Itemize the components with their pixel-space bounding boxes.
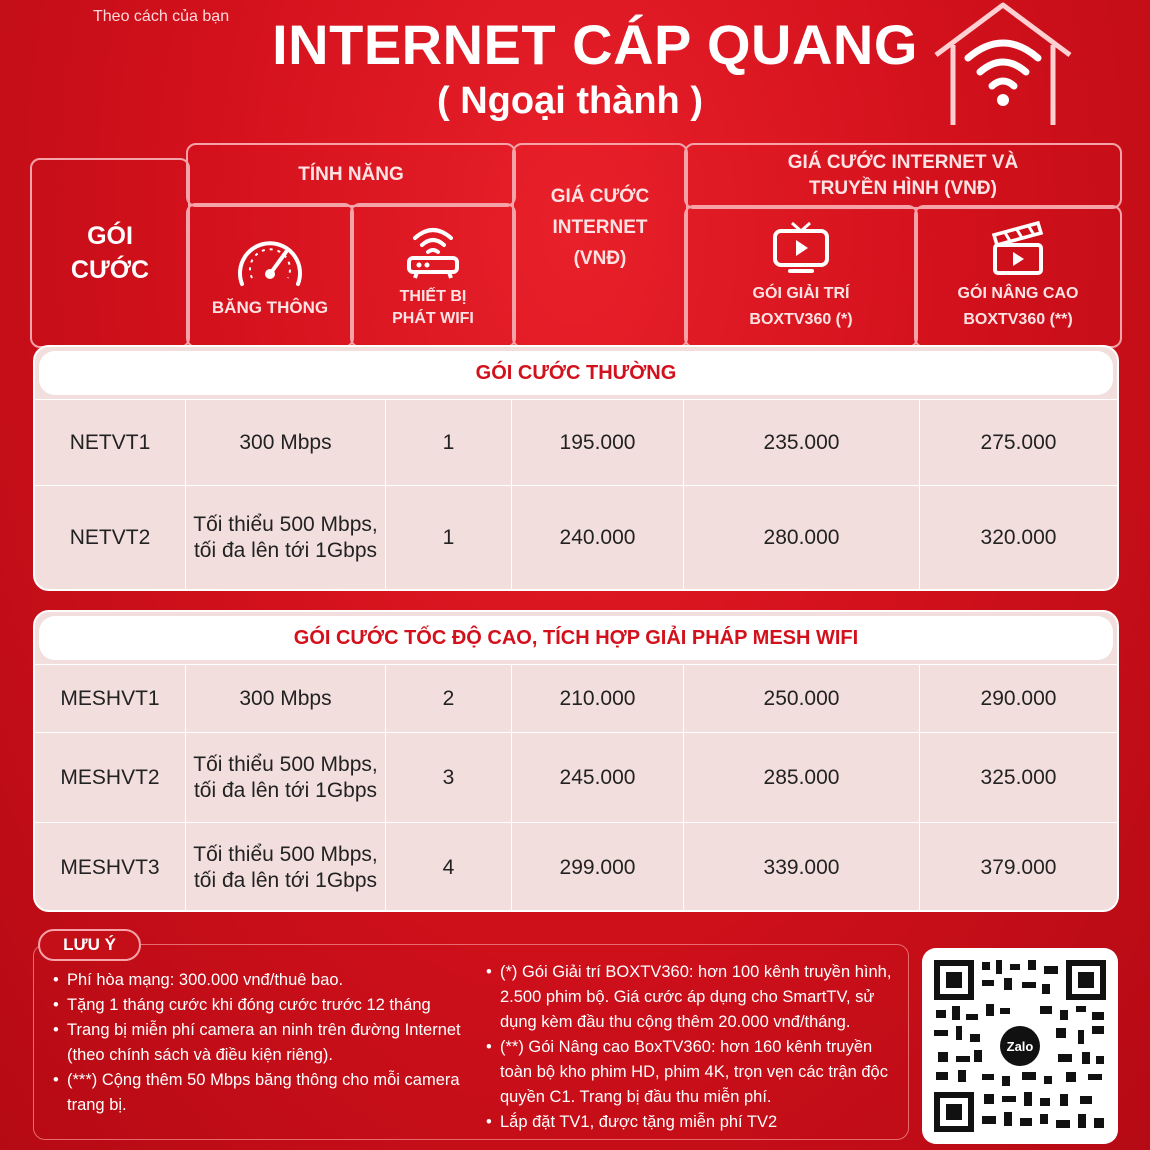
header-thiet-bi xyxy=(350,203,516,348)
brand-tagline: Theo cách của bạn xyxy=(93,8,230,25)
table-row xyxy=(35,732,1117,822)
wifi-router-icon xyxy=(403,222,463,280)
header-goi-cuoc xyxy=(30,158,190,348)
zalo-badge: Zalo xyxy=(1006,1038,1034,1054)
cell-bandwidth: Tối thiểu 500 Mbps, tối đa lên tới 1Gbps xyxy=(185,733,385,822)
cell-internet-price: 299.000 xyxy=(511,823,683,912)
clapperboard-icon xyxy=(990,221,1046,275)
group-goi-thuong xyxy=(33,345,1119,591)
header-tinh-nang xyxy=(186,143,516,207)
cell-internet-price: 210.000 xyxy=(511,665,683,732)
group-title: GÓI CƯỚC TỐC ĐỘ CAO, TÍCH HỢP GIẢI PHÁP MESH WIFI xyxy=(39,616,1113,660)
cell-giaitri-price: 339.000 xyxy=(683,823,919,912)
note-item: • Phí hòa mạng: 300.000 vnđ/thuê bao. xyxy=(53,968,473,993)
zalo-qr-code[interactable] xyxy=(922,948,1118,1144)
table-row xyxy=(35,485,1117,589)
notes-label: LƯU Ý xyxy=(38,929,141,961)
cell-internet-price: 240.000 xyxy=(511,486,683,589)
header-thiet-bi-label: THIẾT BỊ PHÁT WIFI xyxy=(392,287,474,327)
cell-nangcao-price: 320.000 xyxy=(919,486,1117,589)
cell-giaitri-price: 250.000 xyxy=(683,665,919,732)
note-item: • (*) Gói Giải trí BOXTV360: hơn 100 kênh truyền hình, 2.500 phim bộ. Giá cước áp dụng cho SmartTV, sử dụng kèm đầu thu cộng thêm 20.000 vnđ/tháng. xyxy=(486,960,906,1035)
cell-nangcao-price: 325.000 xyxy=(919,733,1117,822)
cell-package: NETVT1 xyxy=(69,430,151,454)
cell-devices: 1 xyxy=(385,486,511,589)
header-gia-internet xyxy=(512,143,688,348)
cell-devices: 1 xyxy=(385,400,511,485)
speedometer-icon xyxy=(234,234,306,292)
cell-giaitri-price: 285.000 xyxy=(683,733,919,822)
table-row xyxy=(35,664,1117,732)
header-goi-cuoc-label: GÓI CƯỚC xyxy=(70,222,150,284)
cell-devices: 4 xyxy=(385,823,511,912)
note-item: • (**) Gói Nâng cao BoxTV360: hơn 160 kênh truyền toàn bộ kho phim HD, phim 4K, trọn vẹn các trận độc quyền C1. Trang bị đầu thu miễn phí. xyxy=(486,1035,906,1110)
cell-nangcao-price: 290.000 xyxy=(919,665,1117,732)
cell-internet-price: 245.000 xyxy=(511,733,683,822)
note-item: • Trang bị miễn phí camera an ninh trên đường Internet (theo chính sách và điều kiện riêng). xyxy=(53,1018,473,1068)
cell-package: MESHVT2 xyxy=(60,765,160,789)
cell-bandwidth: Tối thiểu 500 Mbps, tối đa lên tới 1Gbps xyxy=(185,486,385,589)
note-item: • Tặng 1 tháng cước khi đóng cước trước 12 tháng xyxy=(53,993,473,1018)
table-row xyxy=(35,399,1117,485)
notes-right xyxy=(486,960,906,1135)
header-giai-tri-label: GÓI GIẢI TRÍ BOXTV360 (*) xyxy=(749,284,853,328)
note-item: • (***) Cộng thêm 50 Mbps băng thông cho mỗi camera trang bị. xyxy=(53,1068,473,1118)
cell-devices: 3 xyxy=(385,733,511,822)
header-bang-thong xyxy=(186,203,354,348)
header-nang-cao-label: GÓI NÂNG CAO BOXTV360 (**) xyxy=(957,284,1079,328)
header-gia-internet-label: GIÁ CƯỚC INTERNET (VNĐ) xyxy=(550,186,650,269)
group-title: GÓI CƯỚC THƯỜNG xyxy=(39,351,1113,395)
header-nang-cao xyxy=(914,205,1122,348)
cell-bandwidth: Tối thiểu 500 Mbps, tối đa lên tới 1Gbps xyxy=(185,823,385,912)
note-item: • Lắp đặt TV1, được tặng miễn phí TV2 xyxy=(486,1110,906,1135)
cell-bandwidth: 300 Mbps xyxy=(185,665,385,732)
cell-giaitri-price: 280.000 xyxy=(683,486,919,589)
cell-bandwidth: 300 Mbps xyxy=(185,400,385,485)
cell-nangcao-price: 275.000 xyxy=(919,400,1117,485)
cell-giaitri-price: 235.000 xyxy=(683,400,919,485)
page-subtitle: ( Ngoại thành ) xyxy=(437,80,703,122)
page-title: INTERNET CÁP QUANG xyxy=(272,13,918,76)
header-giai-tri xyxy=(684,205,918,348)
home-wifi-icon xyxy=(928,0,1078,125)
cell-package: MESHVT3 xyxy=(60,855,160,879)
table-header xyxy=(30,143,1122,348)
header-bang-thong-label: BĂNG THÔNG xyxy=(211,297,329,317)
header-gia-tv-label: GIÁ CƯỚC INTERNET VÀ TRUYỀN HÌNH (VNĐ) xyxy=(787,152,1019,199)
notes-left xyxy=(53,968,473,1118)
cell-package: MESHVT1 xyxy=(60,686,160,710)
cell-devices: 2 xyxy=(385,665,511,732)
cell-package: NETVT2 xyxy=(69,525,151,549)
group-goi-mesh xyxy=(33,610,1119,912)
header-tinh-nang-label: TÍNH NĂNG xyxy=(298,164,404,185)
cell-internet-price: 195.000 xyxy=(511,400,683,485)
table-row xyxy=(35,822,1117,912)
tv-play-icon xyxy=(772,221,830,275)
cell-nangcao-price: 379.000 xyxy=(919,823,1117,912)
header-gia-tv xyxy=(684,143,1122,209)
